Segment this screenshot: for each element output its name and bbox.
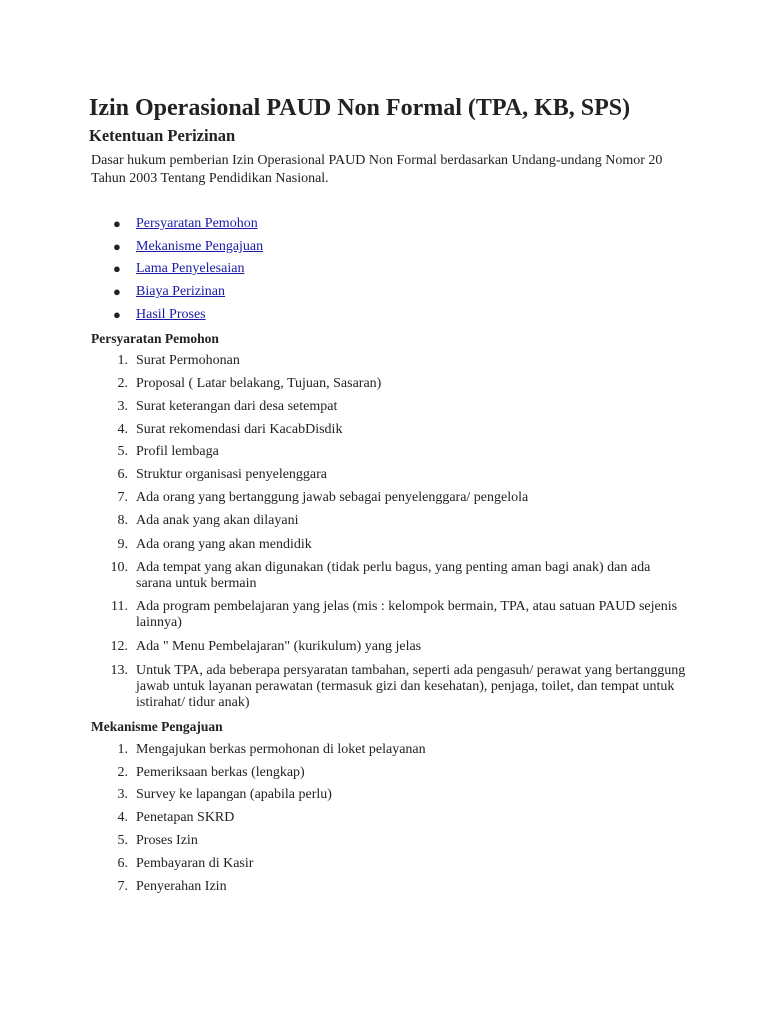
list-number: 9. (117, 537, 128, 552)
list-item-text: Ada " Menu Pembelajaran" (kurikulum) yang jelas (136, 639, 422, 654)
list-item-text: Ada tempat yang akan digunakan (tidak perlu bagus, yang penting aman bagi anak) dan ada sarana untuk bermain (136, 560, 651, 591)
list-number: 5. (117, 444, 128, 459)
list-number: 4. (117, 422, 128, 437)
list-item-text: Surat keterangan dari desa setempat (136, 399, 338, 414)
list-number: 3. (117, 787, 128, 802)
intro-paragraph: Dasar hukum pemberian Izin Operasional PAUD Non Formal berdasarkan Undang-undang Nomor 20 Tahun 2003 Tentang Pendidikan Nasional. (91, 153, 663, 186)
list-number: 1. (117, 353, 128, 368)
list-number: 3. (117, 399, 128, 414)
bullet-icon: ● (113, 284, 121, 299)
list-number: 1. (117, 742, 128, 757)
list-item-text: Surat rekomendasi dari KacabDisdik (136, 422, 343, 437)
list-item-text: Struktur organisasi penyelenggara (136, 467, 328, 482)
list-item-text: Penetapan SKRD (136, 810, 235, 825)
list-number: 12. (110, 639, 128, 654)
list-number: 7. (117, 879, 128, 894)
list-item-text: Survey ke lapangan (apabila perlu) (136, 787, 332, 802)
list-number: 2. (117, 765, 128, 780)
list-number: 2. (117, 376, 128, 391)
bullet-icon: ● (113, 216, 121, 231)
toc-link-mekanisme[interactable]: Mekanisme Pengajuan (136, 239, 264, 254)
list-number: 10. (110, 560, 128, 575)
bullet-icon: ● (113, 239, 121, 254)
mekanisme-heading: Mekanisme Pengajuan (91, 719, 223, 734)
list-item-text: Surat Permohonan (136, 353, 240, 368)
document-title: Izin Operasional PAUD Non Formal (TPA, KB, SPS) (89, 95, 631, 121)
bullet-icon: ● (113, 261, 121, 276)
list-number: 6. (117, 856, 128, 871)
list-item-text: Proposal ( Latar belakang, Tujuan, Sasaran) (136, 376, 382, 391)
list-item-text: Ada orang yang akan mendidik (136, 537, 312, 552)
list-item-text: Ada orang yang bertanggung jawab sebagai penyelenggara/ pengelola (136, 490, 529, 505)
list-number: 4. (117, 810, 128, 825)
bullet-icon: ● (113, 307, 121, 322)
list-item-text: Pemeriksaan berkas (lengkap) (136, 765, 305, 780)
toc-link-biaya[interactable]: Biaya Perizinan (136, 284, 226, 299)
persyaratan-heading: Persyaratan Pemohon (91, 331, 219, 346)
list-item-text: Ada anak yang akan dilayani (136, 513, 299, 528)
list-item-text: Penyerahan Izin (136, 879, 227, 894)
list-item-text: Mengajukan berkas permohonan di loket pelayanan (136, 742, 426, 757)
list-item-text: Ada program pembelajaran yang jelas (mis : kelompok bermain, TPA, atau satuan PAUD sejenis lainnya) (136, 599, 678, 630)
toc-link-hasil[interactable]: Hasil Proses (136, 307, 206, 322)
list-item-text: Proses Izin (136, 833, 198, 848)
toc-link-lama[interactable]: Lama Penyelesaian (136, 261, 245, 276)
list-item-text: Pembayaran di Kasir (136, 856, 254, 871)
list-number: 6. (117, 467, 128, 482)
list-number: 7. (117, 490, 128, 505)
list-item-text: Profil lembaga (136, 444, 219, 459)
section-subtitle: Ketentuan Perizinan (89, 126, 236, 145)
toc-link-persyaratan[interactable]: Persyaratan Pemohon (136, 216, 258, 231)
list-item-text: Untuk TPA, ada beberapa persyaratan tambahan, seperti ada pengasuh/ perawat yang bertanggung jawab untuk layanan perawatan (termasuk gizi dan kesehatan), penjaga, toilet, dan tempat untuk istirahat/ tidur anak) (136, 663, 686, 710)
list-number: 5. (117, 833, 128, 848)
list-number: 8. (117, 513, 128, 528)
list-number: 11. (111, 599, 128, 614)
list-number: 13. (110, 663, 128, 678)
